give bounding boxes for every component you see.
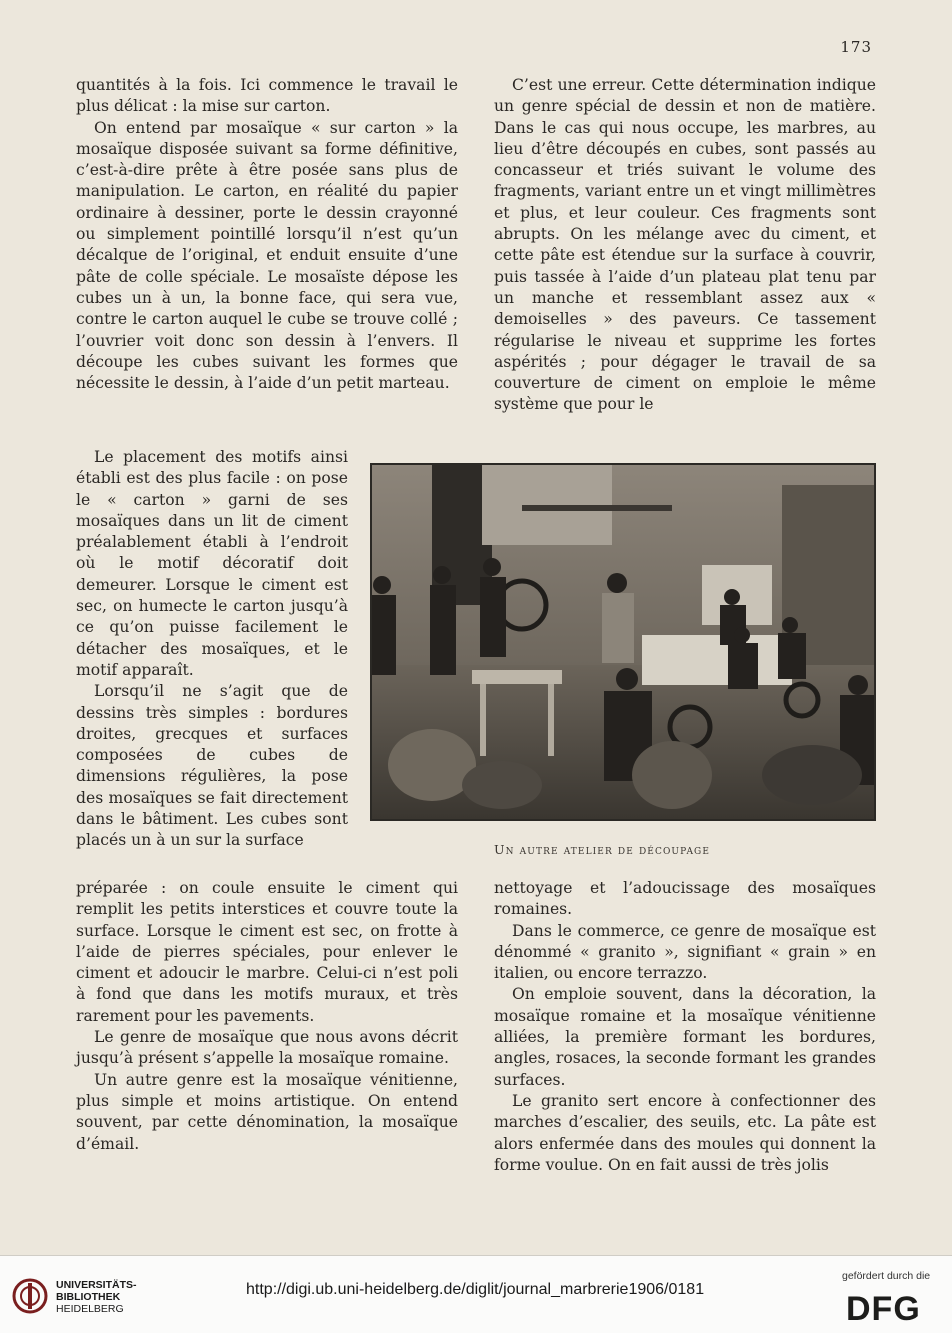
workshop-photo-illustration	[372, 465, 874, 819]
paragraph: Le genre de mosaïque que nous avons décrit jusqu’à présent s’appelle la mosaïque romaine.	[76, 1028, 458, 1068]
paragraph: On emploie souvent, dans la décoration, la mosaïque romaine et la mosaïque vénitienne alliées, la première formant les bordures, angles, rosaces, la seconde formant les grandes surfaces.	[494, 985, 876, 1089]
library-line: HEIDELBERG	[56, 1303, 124, 1315]
university-seal-icon	[12, 1278, 48, 1314]
paragraph: C’est une erreur. Cette détermination indique un genre spécial de dessin et non de matière. Dans le cas qui nous occupe, les marbres, au lieu d’être découpés en cubes, sont passés au concasseur et triés suivant le volume des fragments, variant entre un et vingt millimètres et plus, et leur couleur. Ces fragments sont abrupts. On les mélange avec du ciment, et cette pâte est étendue sur la surface à couvrir, puis tassée à l’aide d’un plateau plat tenu par un manche et ressemblant assez aux « demoiselles » des paveurs. Ce tassement régularise le niveau et supprime les fortes aspérités ; pour dégager le travail de sa couverture de ciment on emploie le même système que pour le	[494, 76, 876, 414]
paragraph: préparée : on coule ensuite le ciment qui remplit les petits interstices et couvre toute la surface. Lorsque le ciment est sec, on frotte à l’aide de pierres spéciales, pour enlever le ciment et adoucir le marbre. Celui-ci n’est poli à fond que dans les motifs muraux, et très rarement pour les pavements.	[76, 879, 458, 1025]
paragraph: Le granito sert encore à confectionner des marches d’escalier, des seuils, etc. La pâte est alors enfermée dans des moules qui donnent la forme voulue. On en fait aussi de très jolis	[494, 1091, 876, 1174]
page-number: 173	[840, 38, 872, 56]
paragraph: On entend par mosaïque « sur carton » la mosaïque disposée suivant sa forme définitive, c’est-à-dire prête à être posée sans plus de manipulation. Le carton, en réalité du papier ordinaire à dessiner, porte le dessin crayonné ou simplement pointillé lorsqu’il n’est qu’un décalque de l’original, et enduit ensuite d’une pâte de colle spéciale. Le mosaïste dépose les cubes un à un, la bonne face, qui sera vue, contre le carton auquel le cube se trouve collé ; l’ouvrier voit donc son dessin à l’envers. Il découpe les cubes suivant les formes que nécessite le dessin, à l’aide d’un petit marteau.	[76, 118, 458, 393]
paragraph: Un autre genre est la mosaïque vénitienne, plus simple et moins artistique. On entend souvent, par cette dénomination, la mosaïque d’émail.	[76, 1070, 458, 1153]
paragraph: quantités à la fois. Ici commence le travail le plus délicat : la mise sur carton.	[76, 76, 458, 116]
left-column-bottom	[76, 878, 458, 1155]
library-line: UNIVERSITÄTS-	[56, 1279, 137, 1291]
left-column-top	[76, 75, 458, 394]
funded-by-label: gefördert durch die	[842, 1270, 931, 1282]
right-column-top	[494, 75, 876, 416]
figure-caption: Un autre atelier de découpage	[494, 842, 711, 857]
paragraph: Le placement des motifs ainsi établi est des plus facile : on pose le « carton » garni de ses mosaïques dans un lit de ciment préalablement établi à l’endroit où le motif décoratif doit demeurer. Lorsque le ciment est sec, on humecte le carton jusqu’à ce qu’on puisse facilement le détacher des mosaïques, et le motif apparaît.	[76, 448, 348, 679]
paragraph: Dans le commerce, ce genre de mosaïque est dénommé « granito », signifiant « grain » en italien, ou encore terrazzo.	[494, 921, 876, 983]
library-line: BIBLIOTHEK	[56, 1291, 121, 1303]
paragraph: Lorsqu’il ne s’agit que de dessins très simples : bordures droites, grecques et surfaces composées de cubes de dimensions régulières, la pose des mosaïques se fait directement dans le bâtiment. Les cubes sont placés un à un sur la surface	[76, 682, 348, 850]
workshop-photograph	[370, 463, 876, 821]
university-library-logo	[56, 1279, 137, 1315]
paragraph: nettoyage et l’adoucissage des mosaïques romaines.	[494, 879, 876, 919]
dfg-logo: DFG	[846, 1290, 921, 1328]
left-column-narrow	[76, 447, 348, 852]
right-column-bottom	[494, 878, 876, 1176]
source-url-link[interactable]: http://digi.ub.uni-heidelberg.de/diglit/journal_marbrerie1906/0181	[246, 1281, 705, 1298]
